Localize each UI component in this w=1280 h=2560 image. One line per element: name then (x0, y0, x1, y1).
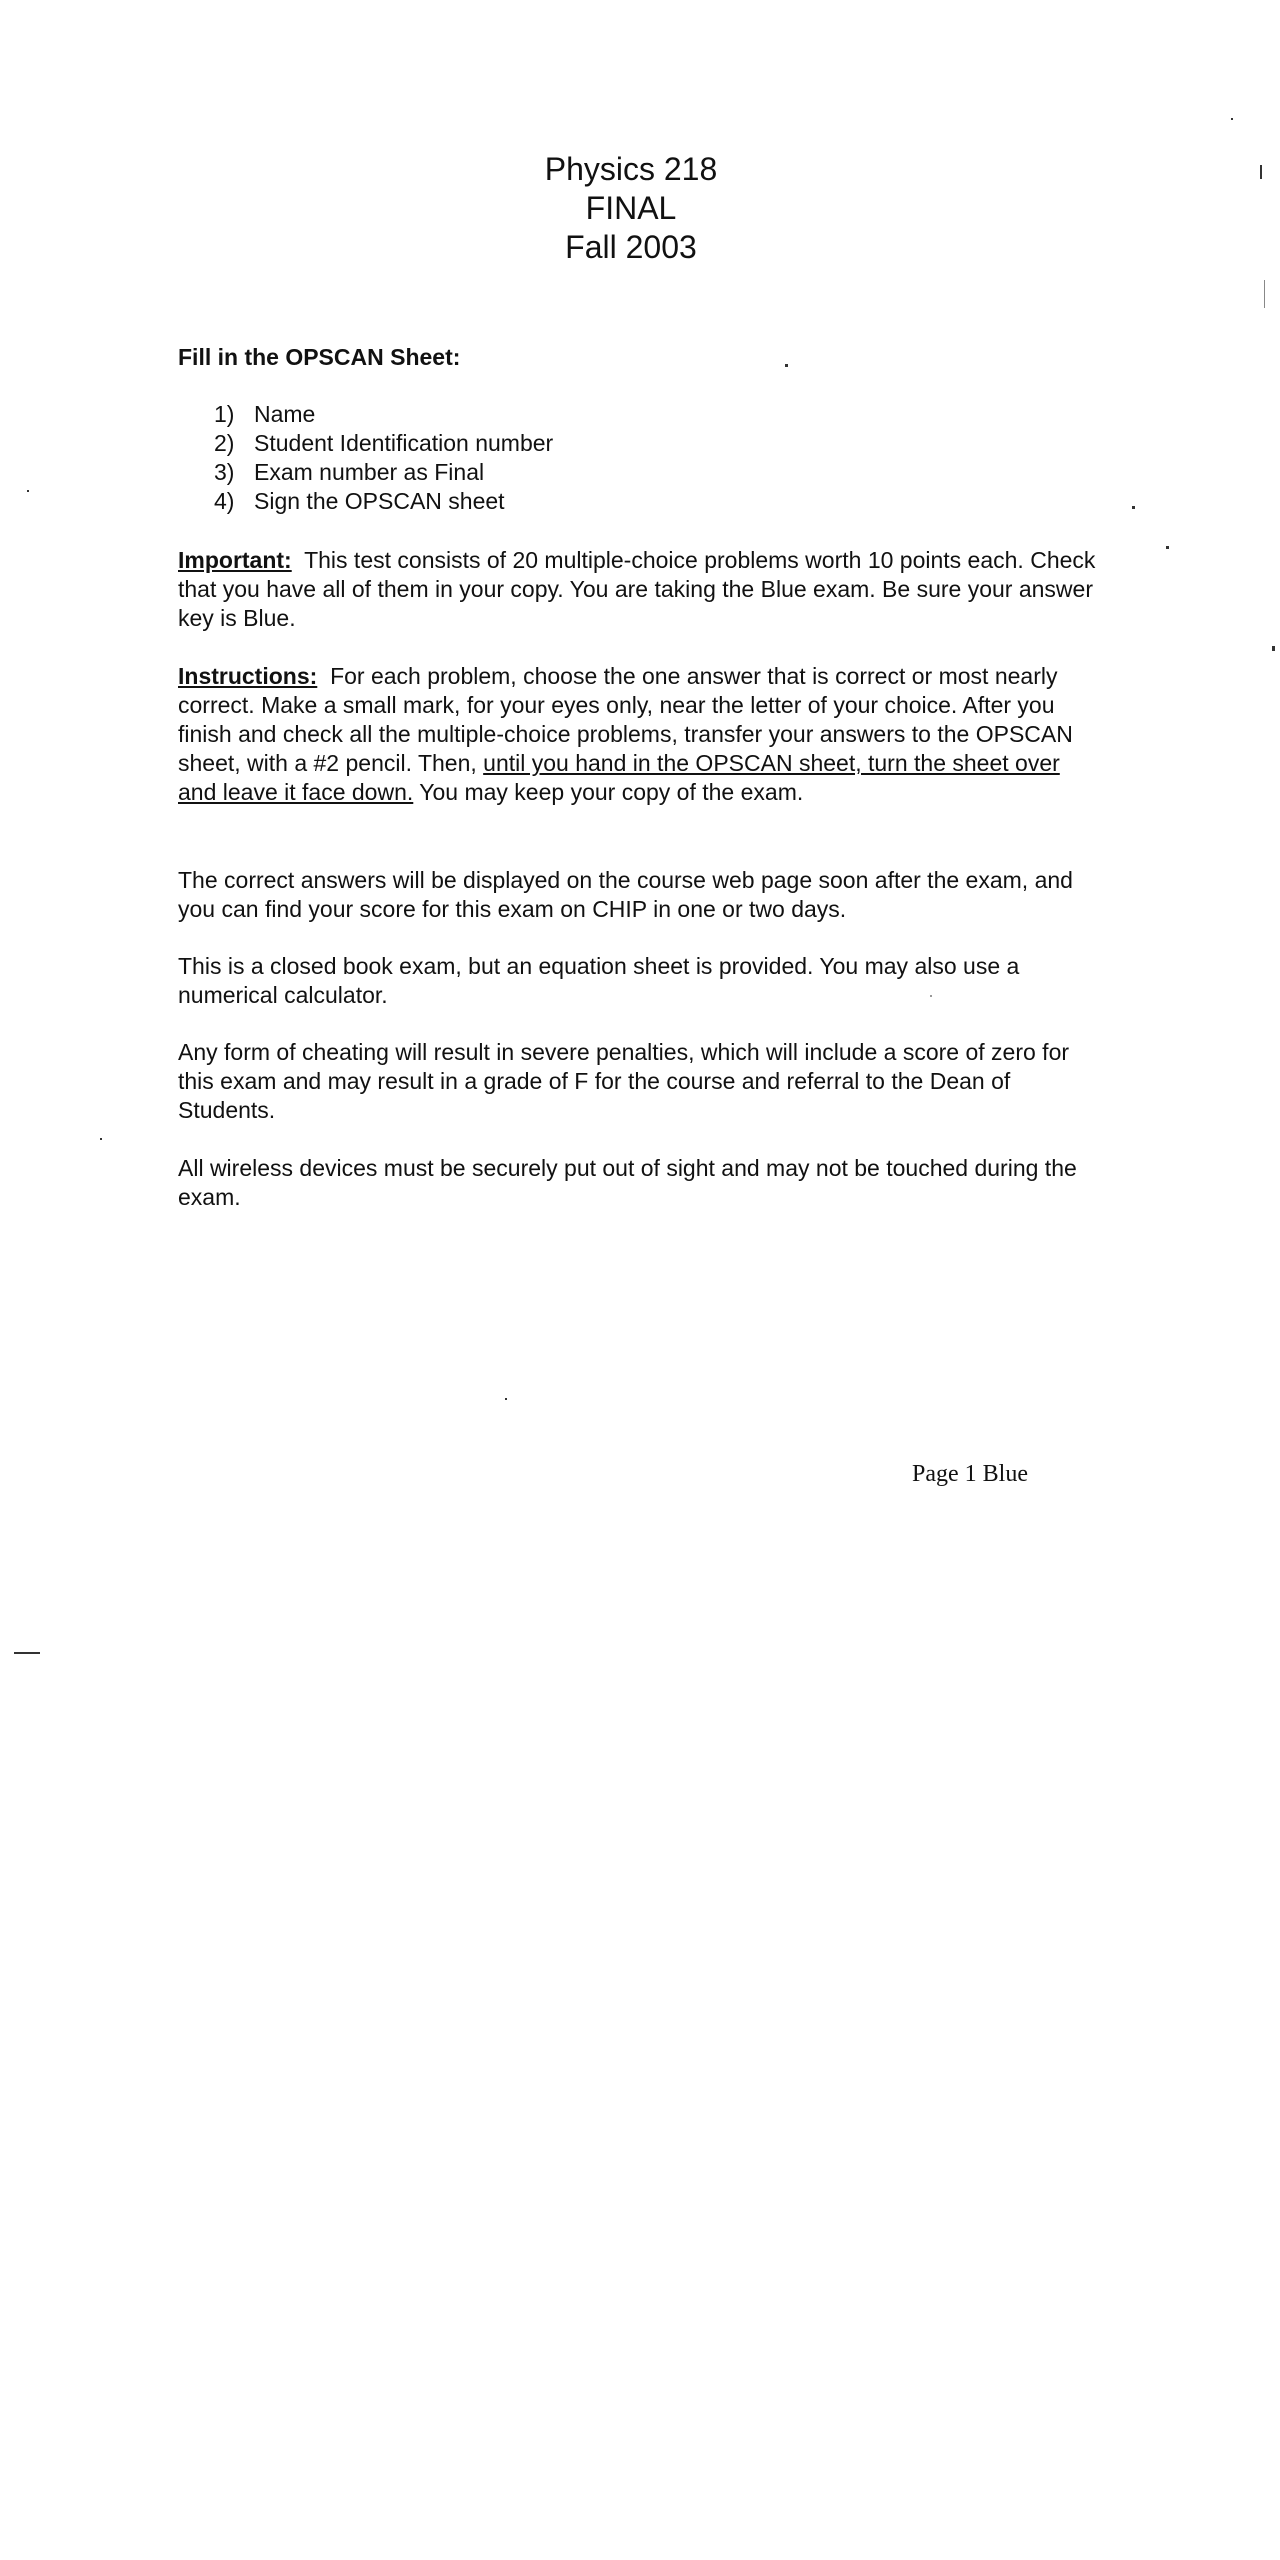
instructions-paragraph (178, 662, 1098, 807)
course-title: Physics 218 (544, 151, 718, 187)
scan-speck (14, 1652, 40, 1654)
list-item (214, 458, 553, 487)
scan-speck (505, 1398, 507, 1400)
instructions-text: For each problem, choose the one answer that is correct or most nearly correct. Make a small mark, for your eyes only, near the letter of your choice. After you finish and check all the multiple-choice problems, transfer your answers to the OPSCAN sheet, with a #2 pencil. Then, (178, 663, 1073, 776)
step-text: Student Identification number (254, 430, 554, 456)
cheating-paragraph: Any form of cheating will result in severe penalties, which will include a score of zero for this exam and may result in a grade of F for the course and referral to the Dean of Students. (178, 1039, 1070, 1123)
list-item (214, 400, 553, 429)
exam-header (0, 150, 1262, 267)
scan-speck (100, 1138, 102, 1140)
scan-speck (1166, 546, 1169, 549)
scan-speck (785, 364, 788, 367)
page-footer: Page 1 Blue (912, 1461, 1028, 1487)
step-text: Sign the OPSCAN sheet (254, 488, 505, 514)
instructions-label: Instructions: (178, 663, 318, 689)
scan-speck (1132, 506, 1135, 509)
answers-paragraph: The correct answers will be displayed on the course web page soon after the exam, and you can find your score for this exam on CHIP in one or two days. (178, 867, 1073, 922)
important-text: This test consists of 20 multiple-choice problems worth 10 points each. Check that you have all of them in your copy. You are taking the Blue exam. Be sure your answer key is Blue. (178, 547, 1096, 631)
scan-speck (1231, 118, 1233, 120)
step-number: 3) (214, 459, 235, 485)
list-item (214, 429, 553, 458)
opscan-steps-list (214, 400, 553, 516)
opscan-section-title: Fill in the OPSCAN Sheet: (178, 344, 461, 370)
closed-book-paragraph: This is a closed book exam, but an equation sheet is provided. You may also use a numerical calculator. (178, 953, 1020, 1008)
exam-title: FINAL (585, 190, 677, 226)
scan-speck (27, 490, 29, 492)
important-label: Important: (178, 547, 292, 573)
step-number: 1) (214, 401, 235, 427)
step-text: Exam number as Final (254, 459, 485, 485)
scan-speck (1264, 280, 1265, 308)
scan-speck (930, 995, 932, 997)
scan-speck (1260, 165, 1262, 179)
wireless-paragraph: All wireless devices must be securely put out of sight and may not be touched during the exam. (178, 1155, 1077, 1210)
step-number: 2) (214, 430, 235, 456)
scan-speck (1272, 646, 1275, 651)
list-item (214, 487, 553, 516)
important-paragraph (178, 546, 1098, 633)
step-text: Name (254, 401, 316, 427)
exam-term: Fall 2003 (565, 229, 697, 265)
instructions-text-end: You may keep your copy of the exam. (413, 779, 804, 805)
instructions-underlined-text: until you hand in the OPSCAN sheet, turn the sheet over and leave it face down. (178, 750, 1060, 805)
step-number: 4) (214, 488, 235, 514)
